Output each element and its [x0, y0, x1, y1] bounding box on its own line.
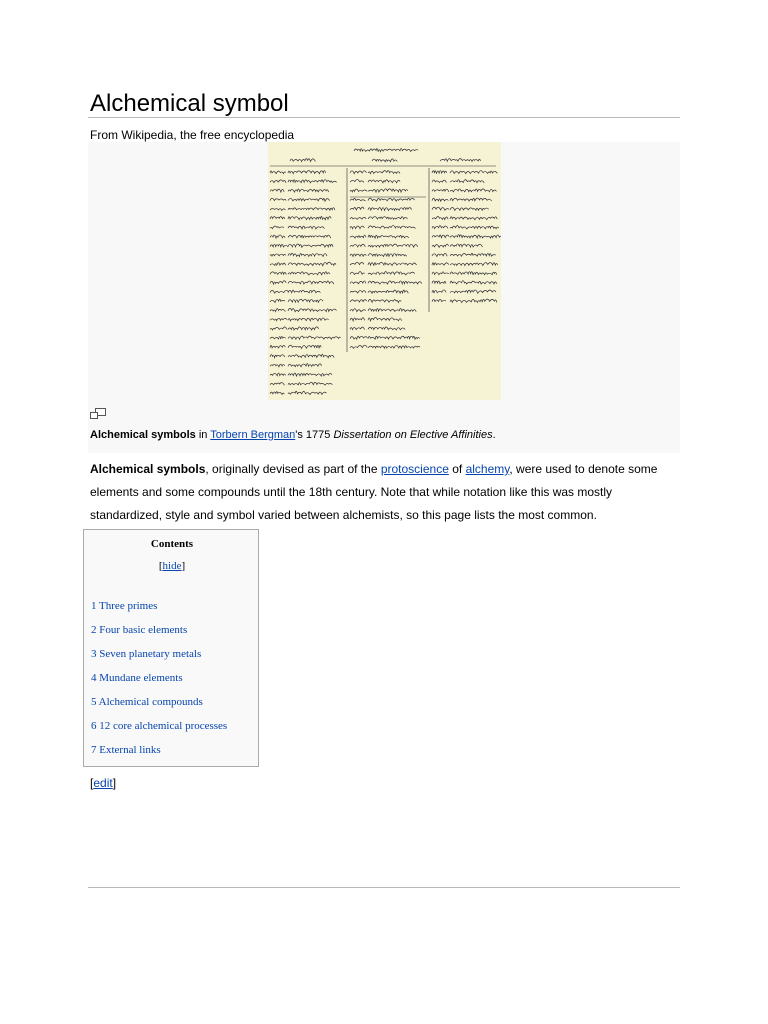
toc-link-three-primes[interactable]: 1 Three primes [91, 600, 158, 612]
caption-bold: Alchemical symbols [90, 429, 196, 441]
lead-bold: Alchemical symbols [90, 462, 206, 476]
toc-link-four-basic-elements[interactable]: 2 Four basic elements [91, 624, 188, 636]
section-divider [88, 887, 680, 888]
caption-text: 's 1775 [295, 429, 334, 441]
caption-italic: Dissertation on Elective Affinities [333, 429, 493, 441]
toc-link-seven-planetary-metals[interactable]: 3 Seven planetary metals [91, 648, 202, 660]
toc-title: Contents [150, 538, 194, 550]
title-divider [88, 117, 680, 118]
caption-text: in [195, 429, 211, 441]
bracket: ] [112, 776, 117, 790]
toc-item [91, 623, 227, 647]
figure-caption [90, 428, 496, 442]
toc-hide-toggle [84, 560, 260, 572]
toc-list [91, 599, 227, 767]
manuscript-handwriting [268, 142, 501, 400]
toc-hide-link[interactable]: hide [162, 560, 182, 572]
toc-link-mundane-elements[interactable]: 4 Mundane elements [91, 672, 183, 684]
bracket: ] [181, 560, 186, 572]
bracket: [ [158, 560, 163, 572]
toc-link-core-processes[interactable]: 6 12 core alchemical processes [91, 720, 228, 732]
magnify-icon[interactable] [90, 408, 106, 420]
page-title: Alchemical symbol [90, 90, 289, 117]
lead-text: , originally devised as part of the [205, 462, 381, 476]
toc-item [91, 599, 227, 623]
manuscript-scan-image[interactable] [268, 142, 501, 400]
figure-thumbnail [88, 142, 680, 453]
toc-link-external-links[interactable]: 7 External links [91, 744, 161, 756]
link-alchemy[interactable]: alchemy [465, 462, 510, 476]
site-tagline: From Wikipedia, the free encyclopedia [90, 128, 295, 142]
toc-item [91, 743, 227, 767]
toc-item [91, 647, 227, 671]
edit-link[interactable]: edit [93, 776, 113, 790]
table-of-contents [83, 529, 259, 767]
bracket: [ [90, 776, 94, 790]
toc-link-alchemical-compounds[interactable]: 5 Alchemical compounds [91, 696, 203, 708]
lead-text: of [448, 462, 466, 476]
link-protoscience[interactable]: protoscience [380, 462, 449, 476]
caption-text: . [492, 429, 496, 441]
lead-paragraph [90, 458, 680, 527]
section-edit [90, 775, 116, 791]
link-torbern-bergman[interactable]: Torbern Bergman [210, 429, 296, 441]
lead-text: , were used to denote some elements and some compounds until the 18th century. Note that while notation like this was mostly standardized, style and symbol varied between alchemists, so this page lists the most common. [90, 462, 658, 522]
toc-item [91, 671, 227, 695]
toc-item [91, 719, 227, 743]
toc-item [91, 695, 227, 719]
